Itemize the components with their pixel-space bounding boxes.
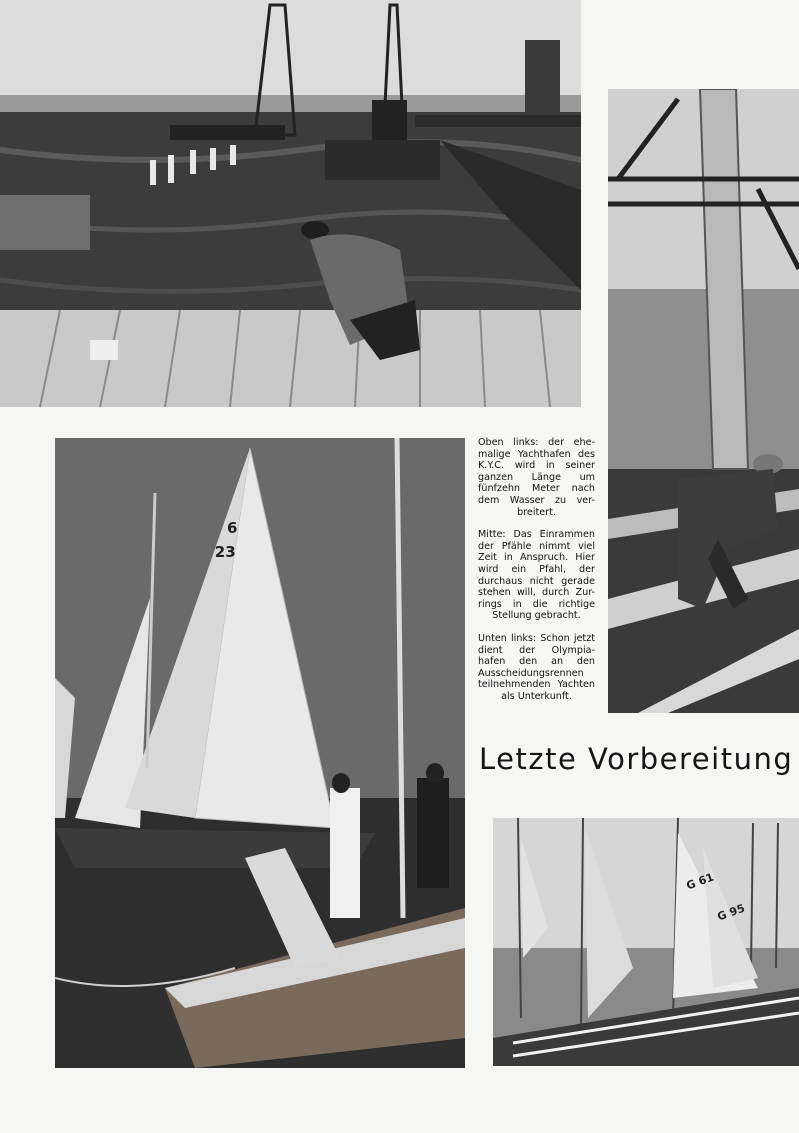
sail-number-right-a: G 61 — [684, 870, 716, 893]
caption-line: stehen will, durch Zur- — [478, 587, 595, 599]
caption-line: teilnehmenden Yachten — [478, 679, 595, 691]
sail-boat-number: 23 — [214, 543, 236, 561]
caption-block — [478, 437, 595, 713]
caption-line: fünfzehn Meter nach — [478, 483, 595, 495]
caption-line: ganzen Länge um — [478, 471, 595, 483]
caption-line: durchaus nicht gerade — [478, 575, 595, 587]
sail-class-number: 6 — [227, 519, 238, 537]
caption-line: breitert. — [517, 506, 556, 518]
caption-bottom-left — [478, 633, 595, 703]
caption-middle — [478, 529, 595, 622]
caption-line: Unten links: Schon jetzt — [478, 632, 595, 644]
caption-line: K.Y.C. wird in seiner — [478, 460, 595, 472]
caption-line: Mitte: Das Einrammen — [478, 529, 595, 541]
page-headline: Letzte Vorbereitung — [479, 742, 794, 776]
caption-line: Stellung gebracht. — [492, 610, 581, 622]
sail-number-center — [213, 516, 237, 564]
caption-line: hafen den an den — [478, 656, 595, 668]
caption-top-left — [478, 437, 595, 518]
caption-line: der Pfähle nimmt viel — [478, 540, 595, 552]
caption-line: wird ein Pfahl, der — [478, 563, 595, 575]
photo-olympic-marina — [493, 818, 799, 1066]
caption-line: dient der Olympia- — [478, 644, 595, 656]
caption-line: rings in die richtige — [478, 598, 595, 610]
caption-line: dem Wasser zu ver- — [478, 494, 595, 506]
photo-harbor-construction — [0, 0, 581, 407]
photo-yachts-harbor — [55, 438, 465, 1068]
caption-line: Zeit in Anspruch. Hier — [478, 552, 595, 564]
caption-line: Ausscheidungsrennen — [478, 667, 584, 679]
photo-pile-driving — [608, 89, 799, 713]
sail-number-right-b: G 95 — [715, 901, 747, 924]
caption-line: malige Yachthafen des — [478, 448, 595, 460]
caption-line: Oben links: der ehe- — [478, 437, 595, 448]
caption-line: als Unterkunft. — [501, 690, 572, 702]
